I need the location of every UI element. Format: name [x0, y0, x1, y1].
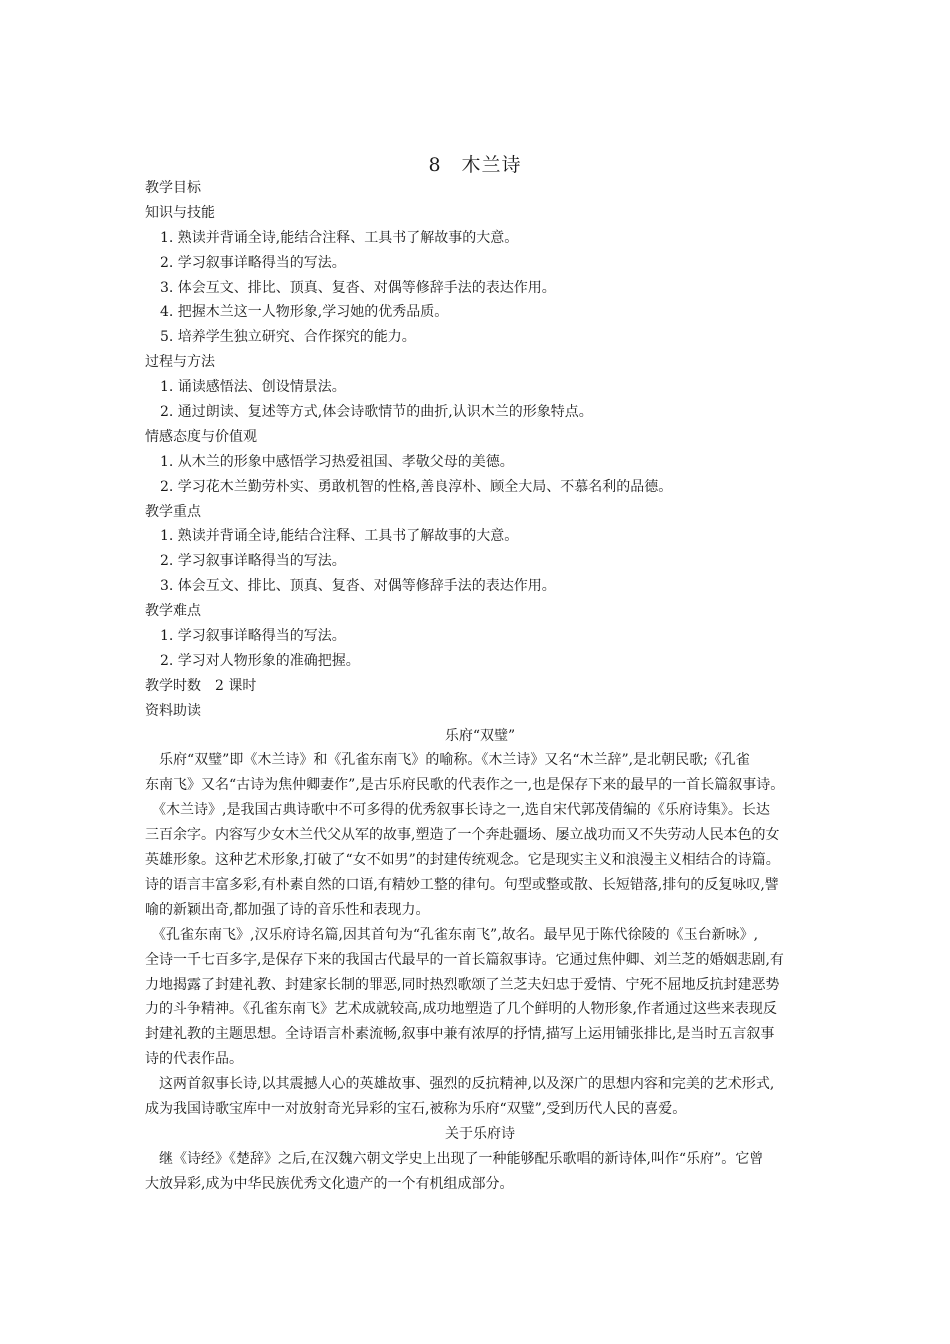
knowledge-item: 5. 培养学生独立研究、合作探究的能力。	[160, 329, 416, 346]
article-title: 乐府“双璧”	[444, 727, 516, 744]
article-line: 力的斗争精神。《孔雀东南飞》艺术成就较高,成功地塑造了几个鲜明的人物形象,作者通过这些来表现反	[145, 1001, 777, 1018]
article-line: 东南飞》又名“古诗为焦仲卿妻作”,是古乐府民歌的代表作之一,也是保存下来的最早的一首长篇叙事诗。	[145, 777, 785, 794]
key-point-item: 1. 熟读并背诵全诗,能结合注释、工具书了解故事的大意。	[160, 528, 519, 545]
teaching-hours: 教学时数 2 课时	[145, 677, 257, 694]
article-line: 英雄形象。这种艺术形象,打破了“女不如男”的封建传统观念。它是现实主义和浪漫主义相结合的诗篇。	[145, 852, 780, 869]
key-point-item: 2. 学习叙事详略得当的写法。	[160, 553, 346, 570]
difficulty-item: 1. 学习叙事详略得当的写法。	[160, 628, 346, 645]
reading-material-heading: 资料助读	[145, 702, 201, 719]
article-line: 继《诗经》《楚辞》之后,在汉魏六朝文学史上出现了一种能够配乐歌唱的新诗体,叫作“乐府”。它曾	[145, 1150, 764, 1167]
article-line: 封建礼教的主题思想。全诗语言朴素流畅,叙事中兼有浓厚的抒情,描写上运用铺张排比,是当时五言叙事	[145, 1026, 775, 1043]
emotion-item: 2. 学习花木兰勤劳朴实、勇敢机智的性格,善良淳朴、顾全大局、不慕名利的品德。	[160, 478, 673, 495]
article-line: 《孔雀东南飞》,汉乐府诗名篇,因其首句为“孔雀东南飞”,故名。最早见于陈代徐陵的《玉台新咏》,	[145, 926, 759, 943]
process-heading: 过程与方法	[145, 354, 215, 371]
goals-heading: 教学目标	[145, 180, 201, 196]
emotion-heading: 情感态度与价值观	[145, 428, 257, 445]
article-line: 三百余字。内容写少女木兰代父从军的故事,塑造了一个奔赴疆场、屡立战功而又不失劳动人民本色的女	[145, 827, 780, 844]
article-line: 乐府“双璧”即《木兰诗》和《孔雀东南飞》的喻称。《木兰诗》又名“木兰辞”,是北朝民歌;《孔雀	[145, 752, 750, 769]
article-line: 大放异彩,成为中华民族优秀文化遗产的一个有机组成部分。	[145, 1175, 514, 1192]
key-points-heading: 教学重点	[145, 503, 201, 520]
article-line: 喻的新颖出奇,都加强了诗的音乐性和表现力。	[145, 901, 430, 918]
difficulty-item: 2. 学习对人物形象的准确把握。	[160, 652, 360, 669]
article-line: 诗的代表作品。	[145, 1051, 243, 1068]
article-line: 《木兰诗》,是我国古典诗歌中不可多得的优秀叙事长诗之一,选自宋代郭茂倩编的《乐府诗集》。长达	[145, 802, 770, 819]
article-line: 力地揭露了封建礼教、封建家长制的罪恶,同时热烈歌颂了兰芝夫妇忠于爱情、宁死不屈地反抗封建恶势	[145, 976, 780, 993]
knowledge-item: 1. 熟读并背诵全诗,能结合注释、工具书了解故事的大意。	[160, 229, 519, 246]
article-line: 这两首叙事长诗,以其震撼人心的英雄故事、强烈的反抗精神,以及深广的思想内容和完美的艺术形式,	[145, 1076, 775, 1093]
knowledge-heading: 知识与技能	[145, 204, 215, 221]
page-title: 8 木兰诗	[428, 154, 522, 176]
document-body	[145, 176, 815, 1197]
knowledge-item: 4. 把握木兰这一人物形象,学习她的优秀品质。	[160, 304, 449, 321]
process-item: 1. 诵读感悟法、创设情景法。	[160, 379, 346, 396]
knowledge-item: 3. 体会互文、排比、顶真、复沓、对偶等修辞手法的表达作用。	[160, 279, 556, 296]
emotion-item: 1. 从木兰的形象中感悟学习热爱祖国、孝敬父母的美德。	[160, 453, 514, 470]
knowledge-item: 2. 学习叙事详略得当的写法。	[160, 254, 346, 271]
article-line: 成为我国诗歌宝库中一对放射奇光异彩的宝石,被称为乐府“双璧”,受到历代人民的喜爱。	[145, 1100, 687, 1117]
key-point-item: 3. 体会互文、排比、顶真、复沓、对偶等修辞手法的表达作用。	[160, 578, 556, 595]
difficulty-heading: 教学难点	[145, 603, 201, 620]
article-line: 全诗一千七百多字,是保存下来的我国古代最早的一首长篇叙事诗。它通过焦仲卿、刘兰芝的婚姻悲剧,有	[145, 951, 784, 968]
article-title: 关于乐府诗	[445, 1125, 515, 1142]
process-item: 2. 通过朗读、复述等方式,体会诗歌情节的曲折,认识木兰的形象特点。	[160, 404, 593, 421]
article-line: 诗的语言丰富多彩,有朴素自然的口语,有精妙工整的律句。句型或整或散、长短错落,排句的反复咏叹,譬	[145, 876, 779, 893]
